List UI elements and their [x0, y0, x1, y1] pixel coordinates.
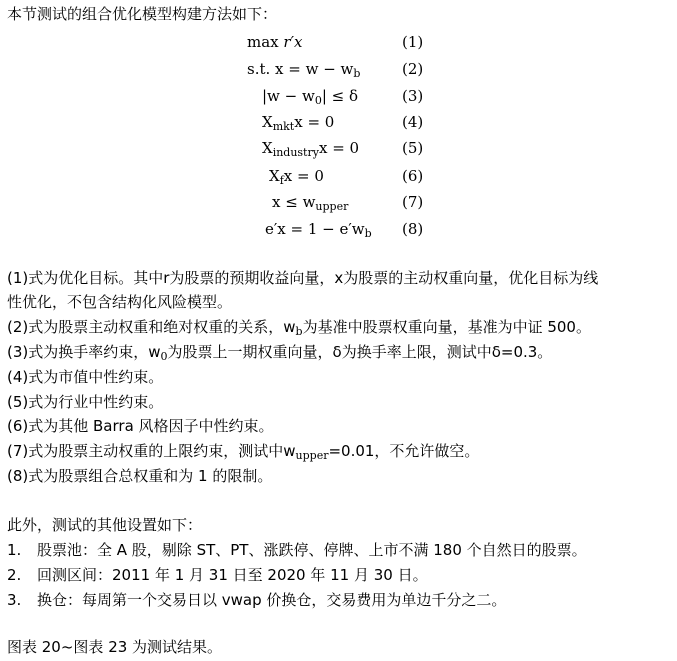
note-3: (3)式为换手率约束，$w_0$为股票上一期权重向量，δ为换手率上限，测试中δ=0.3。 — [7, 343, 553, 363]
note-1-line-2: 性优化，不包含结构化风险模型。 — [7, 293, 233, 311]
intro-text: 本节测试的组合优化模型构建方法如下： — [7, 5, 278, 23]
equation-5: $X_{industry}x = 0$ — [262, 139, 360, 159]
note-1-line-1: (1)式为优化目标。其中r为股票的预期收益向量，x为股票的主动权重向量，优化目标为线 — [7, 269, 599, 287]
equation-2: s.t. $x = w - w_b$ — [247, 60, 361, 80]
equation-number-4: (4) — [402, 113, 424, 131]
note-4: (4)式为市值中性约束。 — [7, 368, 164, 386]
note-7: (7)式为股票主动权重的上限约束，测试中$w_{upper}=0.01$，不允许做空。 — [7, 442, 480, 462]
note-8: (8)式为股票组合总权重和为 1 的限制。 — [7, 467, 273, 485]
settings-heading: 此外，测试的其他设置如下： — [7, 516, 203, 534]
settings-item-3: 3. 换仓：每周第一个交易日以 vwap 价换仓，交易费用为单边千分之二。 — [7, 591, 507, 609]
equation-3: $|w - w_0| \le \delta$ — [262, 87, 359, 107]
equation-number-6: (6) — [402, 167, 424, 185]
equation-number-8: (8) — [402, 220, 424, 238]
footer-text: 图表 20~图表 23 为测试结果。 — [7, 638, 223, 656]
note-2: (2)式为股票主动权重和绝对权重的关系，$w_b$为基准中股票权重向量，基准为中证 500。 — [7, 318, 591, 338]
equation-6: $X_fx = 0$ — [269, 167, 324, 187]
settings-item-2: 2. 回测区间：2011 年 1 月 31 日至 2020 年 11 月 30 日。 — [7, 566, 428, 584]
equation-number-5: (5) — [402, 139, 424, 157]
equation-number-1: (1) — [402, 33, 424, 51]
equation-number-3: (3) — [402, 87, 424, 105]
settings-item-1: 1. 股票池：全 A 股，剔除 ST、PT、涨跌停、停牌、上市不满 180 个自然日的股票。 — [7, 541, 587, 559]
equation-7: $x \le w_{upper}$ — [272, 193, 349, 213]
equation-8: $e'x = 1 - e'w_b$ — [265, 220, 372, 240]
equation-number-7: (7) — [402, 193, 424, 211]
equation-1: max r′x — [247, 33, 303, 51]
note-6: (6)式为其他 Barra 风格因子中性约束。 — [7, 417, 274, 435]
equation-number-2: (2) — [402, 60, 424, 78]
note-5: (5)式为行业中性约束。 — [7, 393, 164, 411]
equation-4: $X_{mkt}x = 0$ — [262, 113, 335, 133]
